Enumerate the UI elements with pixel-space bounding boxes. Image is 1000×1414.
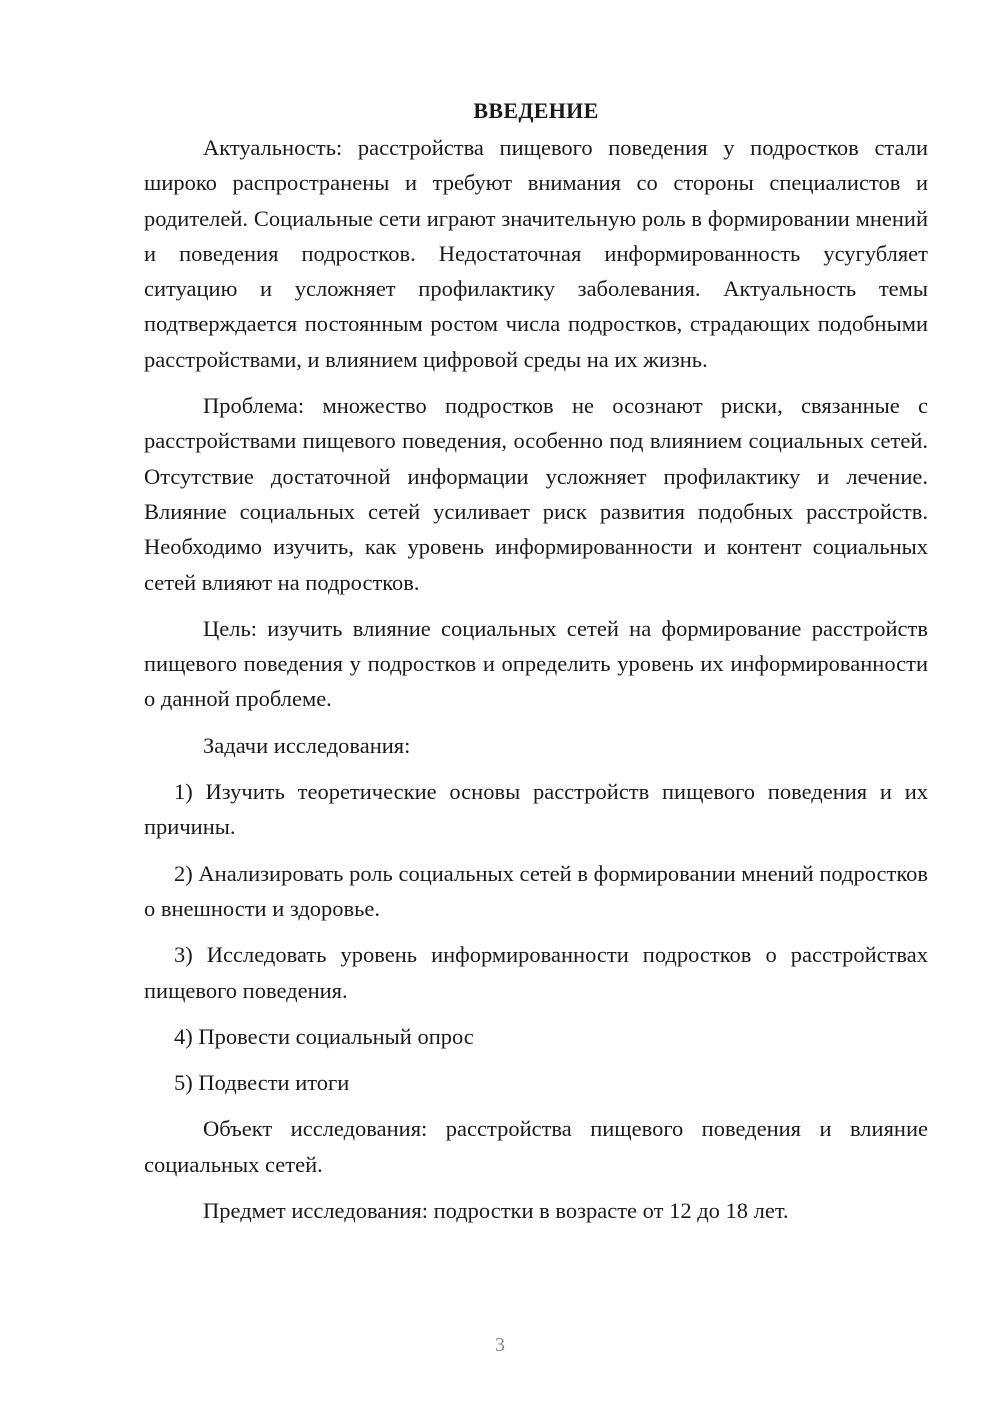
subject-paragraph: Предмет исследования: подростки в возрасте от 12 до 18 лет. (203, 1198, 789, 1224)
goal-paragraph: Цель: изучить влияние социальных сетей на формирование расстройств пищевого поведения у подростков и определить уровень их информированности о данной проблеме. (144, 615, 928, 712)
page-number: 3 (495, 1334, 505, 1356)
document-page (144, 96, 928, 1239)
problem-paragraph: Проблема: множество подростков не осознают риски, связанные с расстройствами пищевого поведения, особенно под влиянием социальных сетей. Отсутствие достаточной информации усложняет профилактику и лечение. Влияние социальных сетей усиливает риск развития подобных расстройств. Необходимо изучить, как уровень информированности и контент социальных сетей влияют на подростков. (144, 393, 928, 595)
task-item-3: 3) Исследовать уровень информированности подростков о расстройствах пищевого поведения. (144, 942, 928, 1003)
relevance-paragraph: Актуальность: расстройства пищевого поведения у подростков стали широко распространены и требуют внимания со стороны специалистов и родителей. Социальные сети играют значительную роль в формировании мнений и поведения подростков. Недостаточная информированность усугубляет ситуацию и усложняет профилактику заболевания. Актуальность темы подтверждается постоянным ростом числа подростков, страдающих подобными расстройствами, и влиянием цифровой среды на их жизнь. (144, 135, 928, 372)
task-item-1: 1) Изучить теоретические основы расстройств пищевого поведения и их причины. (144, 779, 928, 840)
task-item-4: 4) Провести социальный опрос (174, 1023, 474, 1049)
task-item-2: 2) Анализировать роль социальных сетей в формировании мнений подростков о внешности и здоровье. (144, 860, 928, 921)
tasks-title: Задачи исследования: (203, 732, 411, 758)
section-heading: ВВЕДЕНИЕ (473, 98, 599, 123)
task-item-5: 5) Подвести итоги (174, 1070, 350, 1096)
object-paragraph: Объект исследования: расстройства пищевого поведения и влияние социальных сетей. (144, 1116, 928, 1177)
